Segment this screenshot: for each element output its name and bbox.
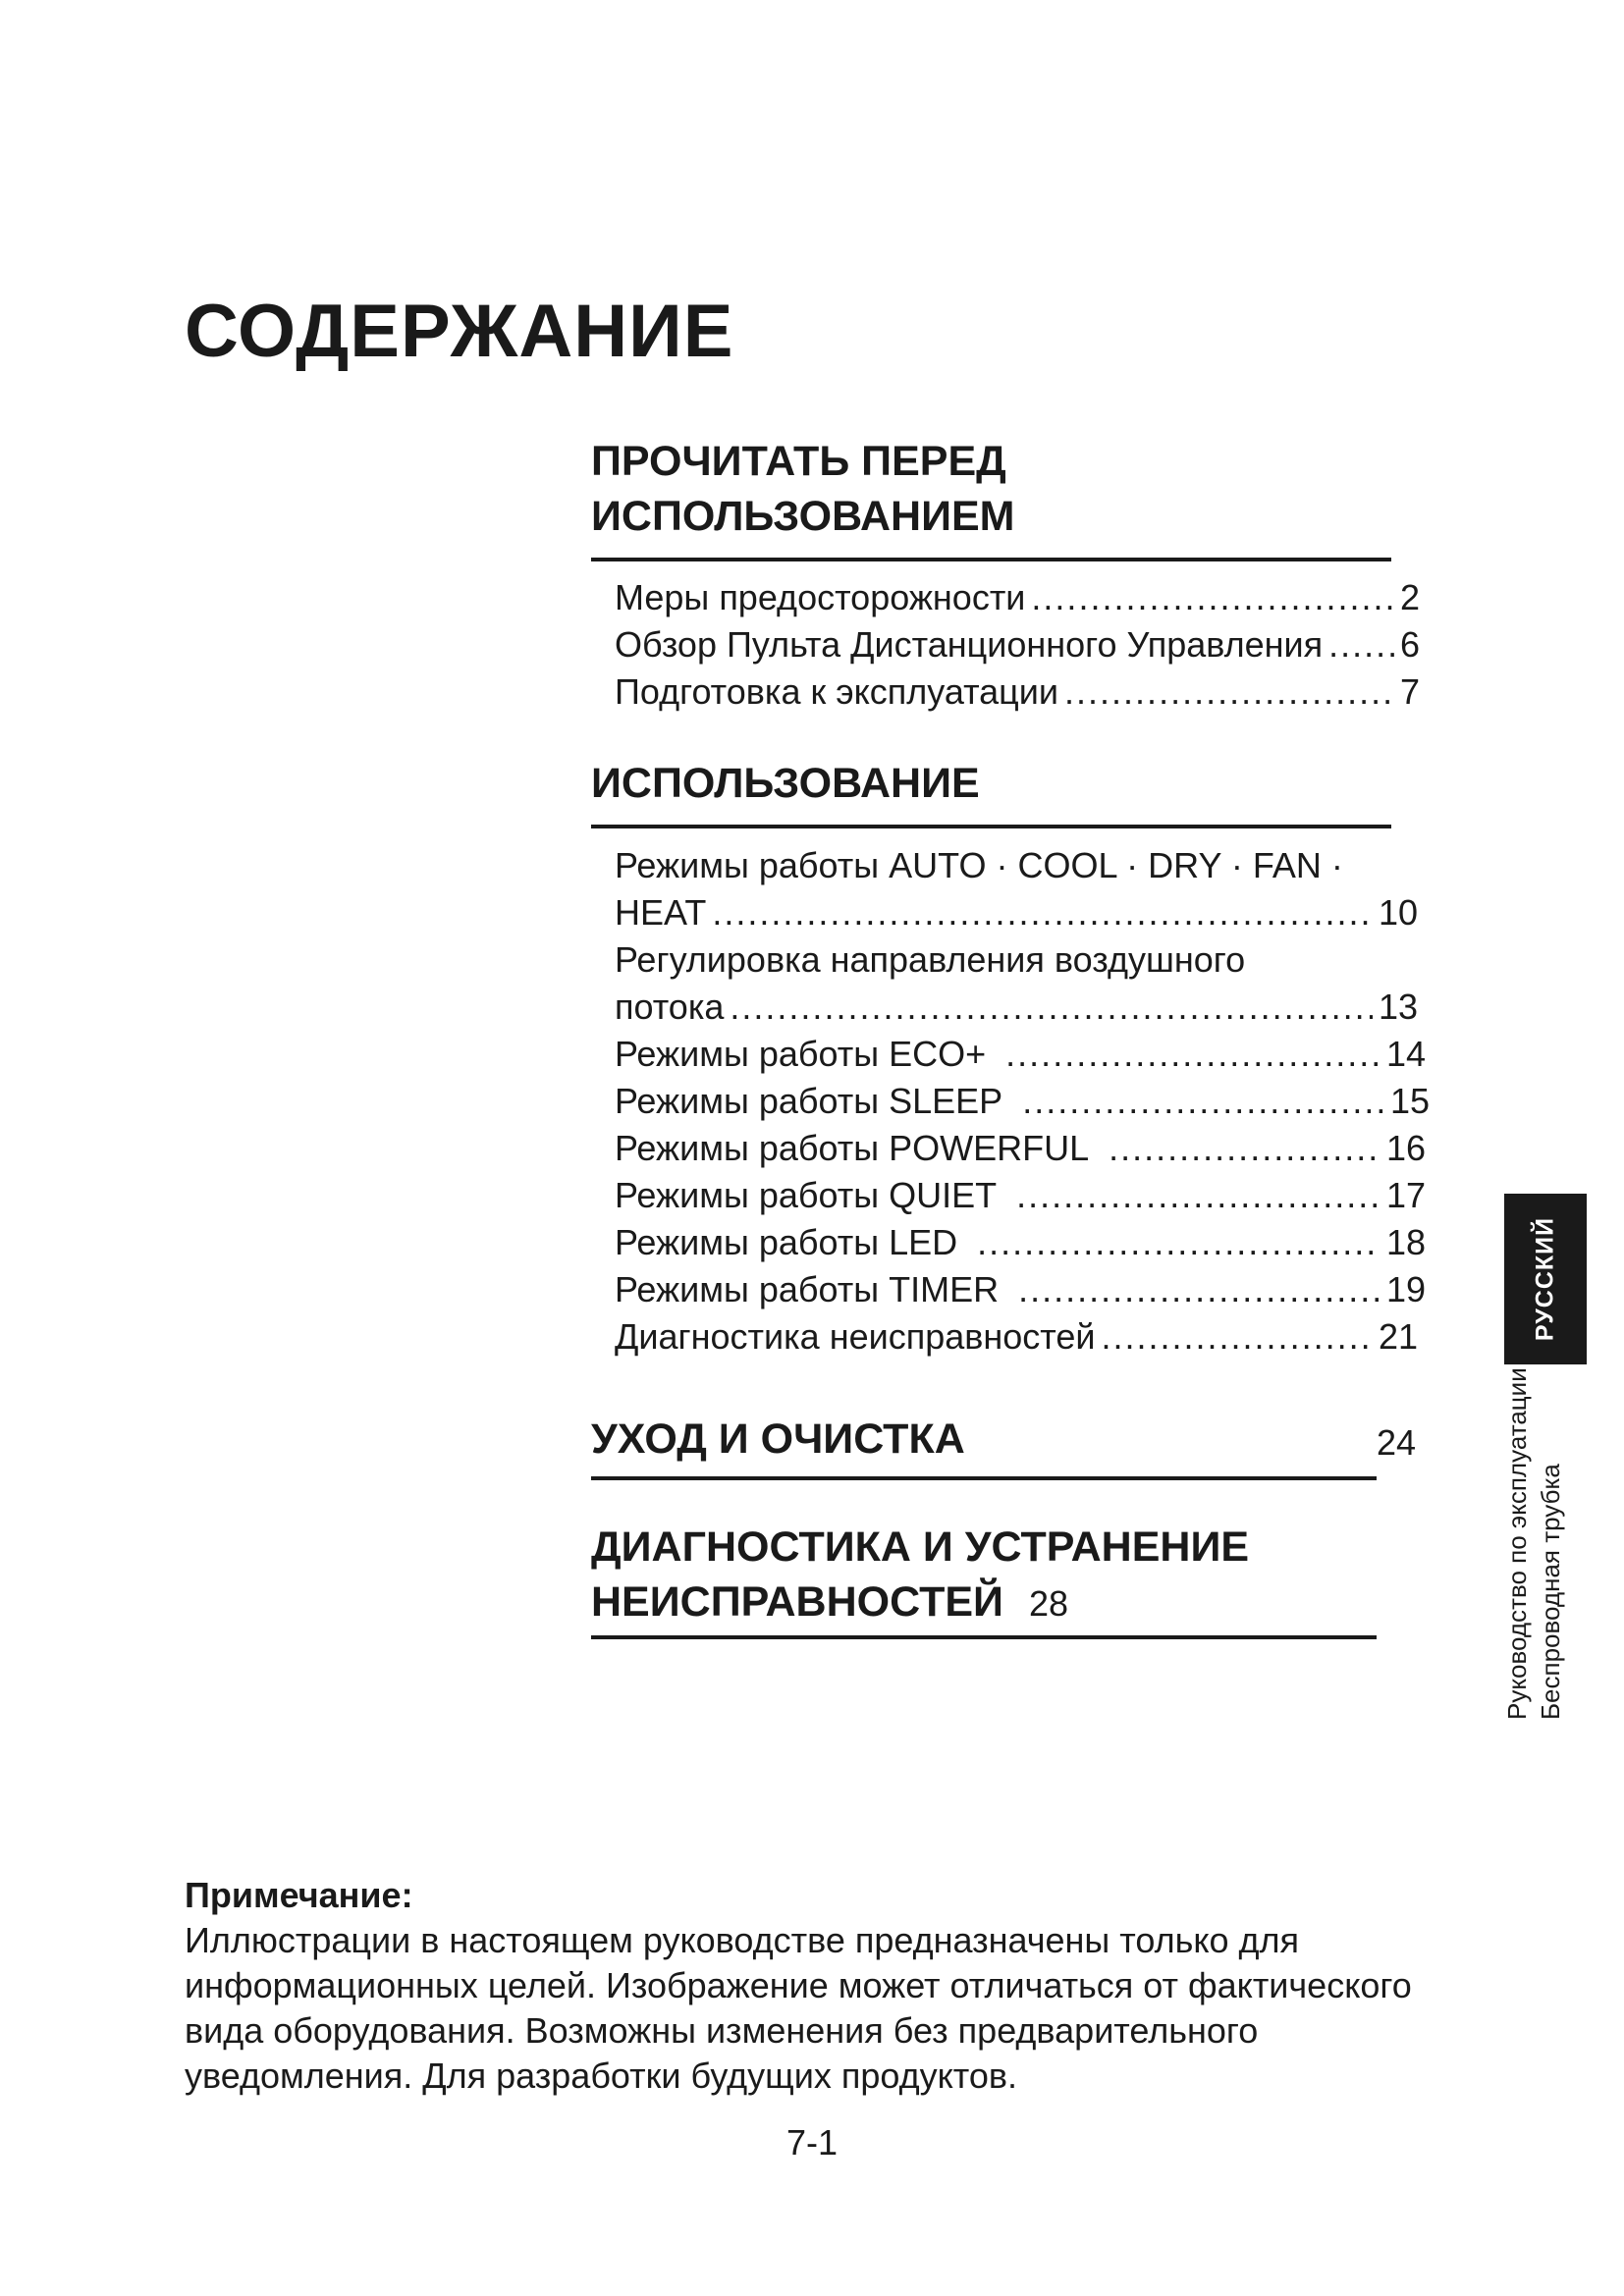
toc-entry-page: 7 <box>1399 671 1420 712</box>
leader-dots <box>1102 1313 1373 1361</box>
leader-dots <box>1031 574 1394 621</box>
leader-dots <box>712 889 1373 936</box>
section-heading-line: НЕИСПРАВНОСТЕЙ <box>591 1578 1003 1626</box>
toc-entry[interactable] <box>615 1219 1426 1266</box>
section-heading-line: ИСПОЛЬЗОВАНИЕМ <box>591 493 1015 540</box>
toc-entry-page: 17 <box>1385 1175 1426 1215</box>
toc-entry-page: 19 <box>1385 1269 1426 1309</box>
toc-entry-page: 15 <box>1389 1081 1430 1121</box>
leader-dots <box>1064 668 1394 716</box>
toc-entry[interactable] <box>615 1313 1418 1361</box>
leader-dots <box>1018 1266 1380 1313</box>
leader-dots <box>1005 1031 1380 1078</box>
toc-entry-label: HEAT <box>615 892 707 933</box>
language-tab <box>1504 1194 1587 1364</box>
section-heading: ИСПОЛЬЗОВАНИЕ <box>591 760 980 807</box>
toc-entry[interactable] <box>615 574 1420 621</box>
toc-entry-label: Меры предосторожности <box>615 577 1026 617</box>
toc-entry-label: Режимы работы LED <box>615 1222 958 1262</box>
section-divider <box>591 1635 1377 1639</box>
language-tab-label: РУССКИЙ <box>1531 1216 1559 1342</box>
toc-entry[interactable] <box>615 1266 1426 1313</box>
toc-entry-continued[interactable] <box>615 936 1420 984</box>
section-care-page: 24 <box>1377 1422 1417 1463</box>
note-text-line: Иллюстрации в настоящем руководстве предназначены только для <box>185 1920 1300 1960</box>
section-divider <box>591 558 1391 561</box>
toc-entry-page: 2 <box>1399 577 1420 617</box>
leader-dots <box>1022 1078 1384 1125</box>
toc-entry[interactable] <box>615 668 1420 716</box>
toc-entry-page: 18 <box>1385 1222 1426 1262</box>
toc-entry[interactable] <box>615 984 1418 1031</box>
leader-dots <box>1328 621 1394 668</box>
leader-dots <box>1109 1125 1380 1172</box>
toc-entry-label: Подготовка к эксплуатации <box>615 671 1059 712</box>
note-text-line: информационных целей. Изображение может отличаться от фактического <box>185 1965 1412 2005</box>
page-title: СОДЕРЖАНИЕ <box>185 290 734 373</box>
side-caption-line: Беспроводная трубка <box>1536 1464 1565 1720</box>
toc-entry-label: Режимы работы SLEEP <box>615 1081 1003 1121</box>
leader-dots <box>977 1219 1380 1266</box>
toc-entry-label: потока <box>615 987 725 1027</box>
section-heading-line: ПРОЧИТАТЬ ПЕРЕД <box>591 438 1006 485</box>
section-read-before <box>591 434 1391 561</box>
toc-entry[interactable] <box>615 889 1418 936</box>
note-block <box>185 1873 1500 2099</box>
toc-entry-label: Диагностика неисправностей <box>615 1316 1096 1357</box>
note-text-line: уведомления. Для разработки будущих продуктов. <box>185 2056 1018 2096</box>
toc-entry[interactable] <box>615 1031 1426 1078</box>
section-troubleshooting[interactable] <box>591 1520 1377 1639</box>
note-text-line: вида оборудования. Возможны изменения без предварительного <box>185 2010 1259 2051</box>
section-heading: УХОД И ОЧИСТКА <box>591 1415 965 1463</box>
toc-entry-page: 13 <box>1378 987 1418 1027</box>
toc-entry-page: 21 <box>1378 1316 1418 1357</box>
toc-entry[interactable] <box>615 1125 1426 1172</box>
section-troubleshooting-page: 28 <box>1028 1583 1068 1624</box>
toc-entry-label: Режимы работы QUIET <box>615 1175 998 1215</box>
side-caption-line: Руководство по эксплуатации <box>1502 1367 1532 1720</box>
note-title: Примечание: <box>185 1875 413 1915</box>
toc-list-read-before <box>615 574 1420 716</box>
toc-entry-label: Режимы работы POWERFUL <box>615 1128 1090 1168</box>
section-divider <box>591 825 1391 828</box>
leader-dots <box>730 984 1373 1031</box>
toc-entry-label: Режимы работы AUTO · COOL · DRY · FAN · <box>615 845 1343 885</box>
toc-entry-page: 6 <box>1399 624 1420 665</box>
toc-entry-label: Регулировка направления воздушного <box>615 939 1246 980</box>
toc-entry-label: Режимы работы ECO+ <box>615 1034 987 1074</box>
leader-dots <box>1016 1172 1380 1219</box>
toc-entry[interactable] <box>615 1172 1426 1219</box>
toc-entry-page: 10 <box>1378 892 1418 933</box>
toc-entry-page: 14 <box>1385 1034 1426 1074</box>
toc-entry-label: Режимы работы TIMER <box>615 1269 1000 1309</box>
section-heading-line: ДИАГНОСТИКА И УСТРАНЕНИЕ <box>591 1523 1250 1571</box>
section-usage <box>591 756 1391 828</box>
toc-entry[interactable] <box>615 1078 1430 1125</box>
toc-entry[interactable] <box>615 621 1420 668</box>
toc-list-usage <box>615 842 1430 1361</box>
page-number: 7-1 <box>785 2122 839 2163</box>
toc-entry-continued[interactable] <box>615 842 1420 889</box>
toc-entry-page: 16 <box>1385 1128 1426 1168</box>
section-care[interactable] <box>591 1412 1377 1480</box>
section-divider <box>591 1476 1377 1480</box>
toc-entry-label: Обзор Пульта Дистанционного Управления <box>615 624 1324 665</box>
side-caption <box>1500 1367 1579 1728</box>
